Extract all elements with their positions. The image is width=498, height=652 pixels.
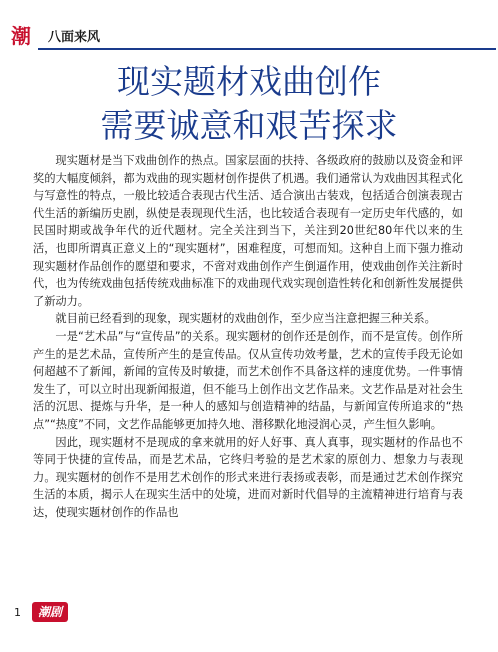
section-label: 八面来风: [48, 30, 101, 45]
article-title: [0, 60, 498, 148]
article-title-line-2: 需要诚意和艰苦探求: [100, 106, 398, 145]
magazine-logo: 潮: [11, 24, 31, 48]
article-title-line-1: 现实题材戏曲创作: [117, 62, 381, 101]
paragraph: 现实题材是当下戏曲创作的热点。国家层面的扶持、各级政府的鼓励以及资金和评奖的大幅度倾斜，都为戏曲的现实题材创作提供了机遇。我们通常认为戏曲因其程式化与写意性的特点，一般比较适合表现古代生活、适合演出古装戏，包括适合创演表现古代生活的新编历史剧，纵使是表现现代生活，也比较适合表现有一定历史年代感的，如民国时期或战争年代的近代题材。完全关注到当下，关注到20世纪80年代以来的生活，也即所谓真正意义上的“现实题材”，困难程度，可想而知。这种自上而下强力推动现实题材作品创作的愿望和要求，不啻对戏曲创作产生倒逼作用，使戏曲创作关注新时代，也为传统戏曲包括传统戏曲标准下的戏曲现代戏实现创造性转化和创新性发展提供了新动力。: [33, 154, 463, 308]
header-divider: [38, 48, 496, 50]
article-body: [33, 152, 463, 521]
footer-logo: 潮剧: [32, 602, 68, 622]
paragraph: 就目前已经看到的现象，现实题材的戏曲创作，至少应当注意把握三种关系。: [55, 312, 436, 326]
paragraph: 一是“艺术品”与“宣传品”的关系。现实题材的创作还是创作，而不是宣传。创作所产生的是艺术品，宣传所产生的是宣传品。仅从宣传功效考量，艺术的宣传手段无论如何超越不了新闻，新闻的宣传及时敏捷，而艺术创作不具备这样的速度优势。一件事情发生了，可以立时出现新闻报道，但不能马上创作出文艺作品来。文艺作品是对社会生活的沉思、提炼与升华，是一种人的感知与创造精神的结晶，与新闻宣传所追求的“热点”“热度”不同，文艺作品能够更加持久地、潜移默化地浸润心灵，产生恒久影响。: [33, 329, 463, 431]
paragraph: 因此，现实题材不是现成的拿来就用的好人好事、真人真事，现实题材的作品也不等同于快捷的宣传品，而是艺术品，它终归考验的是艺术家的原创力、想象力与表现力。现实题材的创作不是用艺术创作的形式来进行表扬或表彰，而是通过艺术创作探究生活的本质，揭示人在现实生活中的处境，进而对新时代倡导的主流精神进行培育与表达，使现实题材创作的作品也: [33, 435, 463, 519]
page-header: [8, 22, 488, 50]
page-number: 1: [14, 606, 21, 619]
